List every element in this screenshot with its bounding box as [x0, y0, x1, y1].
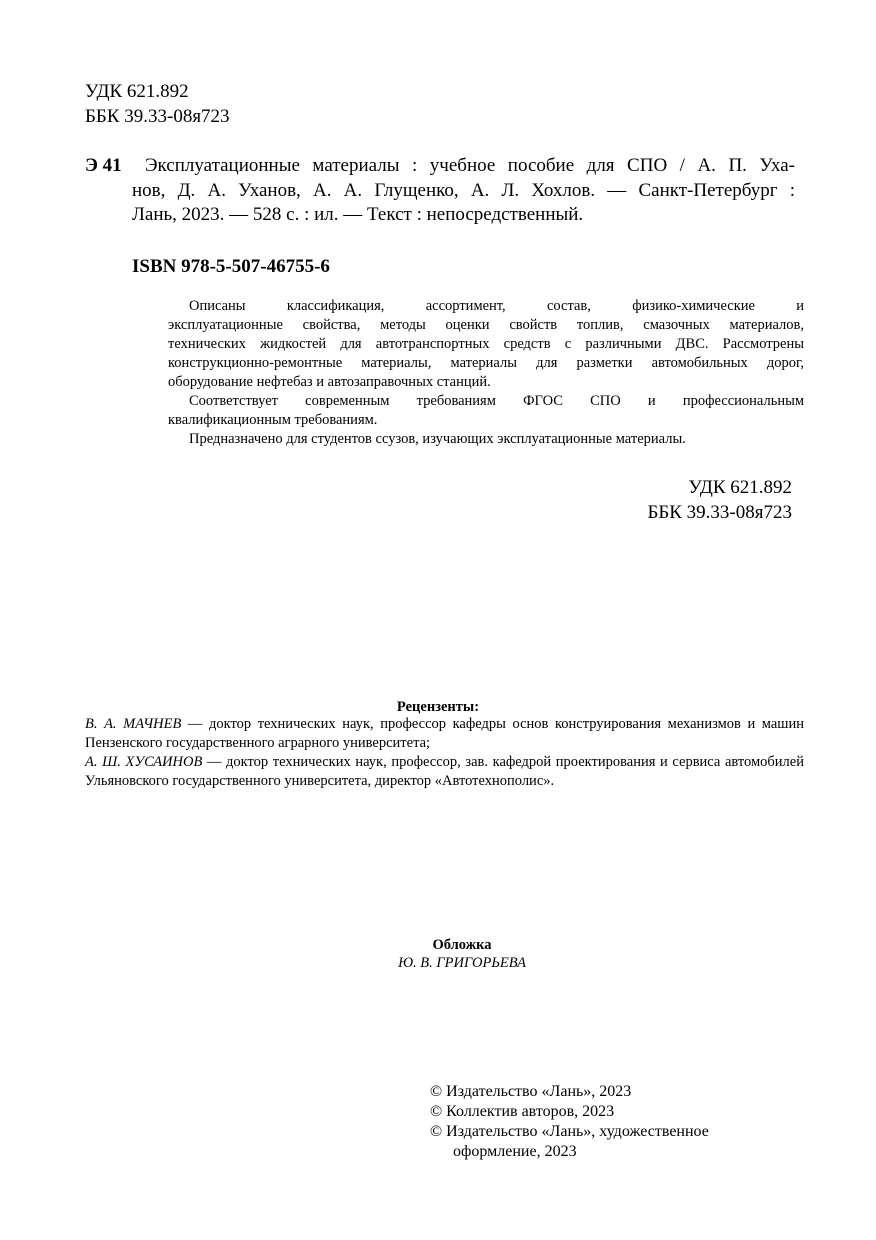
reviewer-2-name: А. Ш. ХУСАИНОВ	[85, 754, 203, 770]
annotation	[168, 297, 804, 449]
entry-code: Э 41	[85, 155, 122, 176]
entry-line-2: нов, Д. А. Уханов, А. А. Глущенко, А. Л. Хохлов. — Санкт-Петербург :	[132, 180, 795, 201]
bbk-right: ББК 39.33-08я723	[647, 502, 792, 523]
reviewer-1-desc: — доктор технических наук, профессор кафедры основ конструирования механизмов и машин	[181, 716, 804, 732]
annotation-p2-line-1: Соответствует современным требованиям ФГОС СПО и профессиональным	[189, 393, 804, 409]
annotation-p1-line-1: Описаны классификация, ассортимент, состав, физико-химические и	[189, 298, 804, 314]
entry-line-1: Эксплуатационные материалы : учебное пособие для СПО / А. П. Уха-	[145, 155, 795, 176]
annotation-p1-line-2: эксплуатационные свойства, методы оценки свойств топлив, смазочных материалов,	[168, 317, 804, 333]
reviewer-1-line-1	[85, 715, 804, 734]
reviewer-1-line-2: Пензенского государственного аграрного университета;	[85, 735, 431, 751]
annotation-p1-line-4: конструкционно-ремонтные материалы, материалы для разметки автомобильных дорог,	[168, 355, 804, 371]
cover-title: Обложка	[432, 937, 492, 953]
reviewer-1-name: В. А. МАЧНЕВ	[85, 716, 182, 732]
udk-right: УДК 621.892	[688, 477, 792, 498]
bbk-header: ББК 39.33-08я723	[85, 106, 230, 127]
copyright-line-1: © Издательство «Лань», 2023	[430, 1083, 632, 1100]
copyright-block	[430, 1082, 709, 1162]
reviewer-2-line-1	[85, 753, 804, 772]
annotation-p1-line-3: технических жидкостей для автотранспортных средств с различными ДВС. Рассмотрены	[168, 336, 804, 352]
annotation-p3: Предназначено для студентов ссузов, изучающих эксплуатационные материалы.	[189, 431, 686, 447]
cover-designer: Ю. В. ГРИГОРЬЕВА	[398, 955, 526, 971]
reviewers-title: Рецензенты:	[396, 699, 480, 715]
udk-header: УДК 621.892	[85, 81, 189, 102]
copyright-line-3: © Издательство «Лань», художественное	[430, 1123, 709, 1140]
reviewers-list	[85, 715, 804, 791]
reviewer-2-line-2: Ульяновского государственного университета, директор «Автотехнополис».	[85, 773, 555, 789]
reviewer-2-desc: — доктор технических наук, профессор, зав. кафедрой проектирования и сервиса автомобилей	[202, 754, 804, 770]
annotation-p2-line-2: квалификационным требованиям.	[168, 412, 378, 428]
isbn: ISBN 978-5-507-46755-6	[132, 256, 330, 277]
copyright-line-2: © Коллектив авторов, 2023	[430, 1103, 615, 1120]
copyright-line-4: оформление, 2023	[453, 1143, 577, 1160]
entry-line-3: Лань, 2023. — 528 с. : ил. — Текст : непосредственный.	[132, 204, 584, 225]
annotation-p1-line-5: оборудование нефтебаз и автозаправочных станций.	[168, 374, 491, 390]
